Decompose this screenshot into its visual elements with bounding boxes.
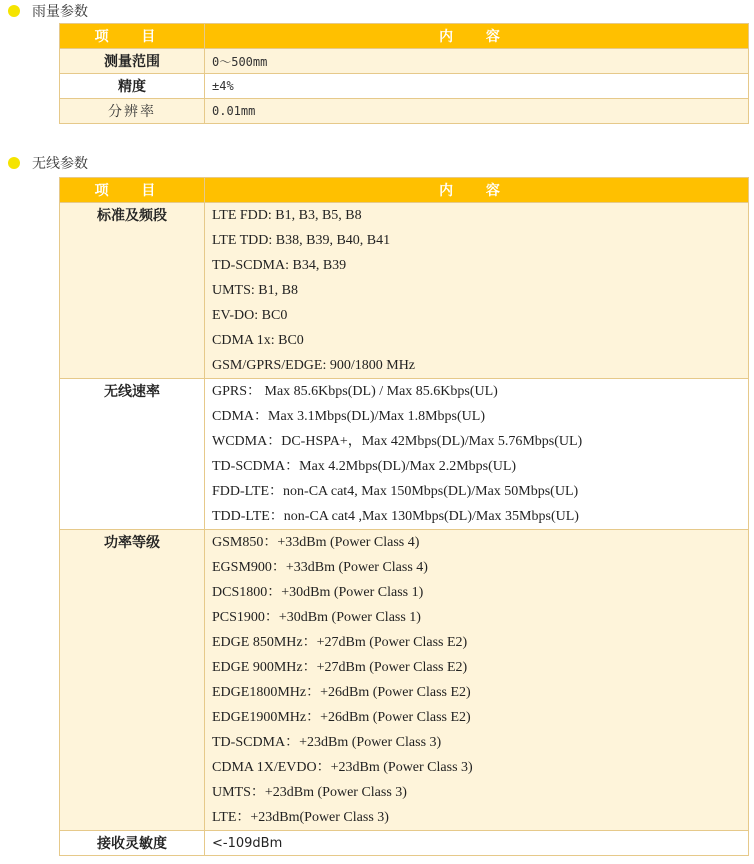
table-header-row [60,178,749,203]
value-line: CDMA 1x: BC0 [212,333,304,348]
row-label: 无线速率 [60,379,205,530]
table-row [60,379,749,530]
value-line: DCS1800：+30dBm (Power Class 1) [212,585,424,600]
table-header-row [60,24,749,49]
value-line: GSM850：+33dBm (Power Class 4) [212,535,420,550]
row-values [205,379,749,530]
row-value: ±4% [205,74,749,99]
header-item: 项 目 [60,24,205,49]
value-line: LTE TDD: B38, B39, B40, B41 [212,233,391,248]
bullet-icon [8,157,20,169]
row-label: 测量范围 [60,49,205,74]
value-line: GPRS： Max 85.6Kbps(DL) / Max 85.6Kbps(UL) [212,384,498,399]
row-label: 分辨率 [60,99,205,124]
value-line: TD-SCDMA：+23dBm (Power Class 3) [212,735,442,750]
value-line: TD-SCDMA: B34, B39 [212,258,347,273]
value-line: CDMA：Max 3.1Mbps(DL)/Max 1.8Mbps(UL) [212,409,485,424]
value-line: PCS1900：+30dBm (Power Class 1) [212,610,421,625]
table-row [60,49,749,74]
bullet-icon [8,5,20,17]
value-line: WCDMA：DC-HSPA+，Max 42Mbps(DL)/Max 5.76Mbps(UL) [212,434,583,449]
value-line: LTE FDD: B1, B3, B5, B8 [212,208,362,223]
table-row [60,74,749,99]
value-line: FDD-LTE：non-CA cat4, Max 150Mbps(DL)/Max 50Mbps(UL) [212,484,579,499]
section-title-text: 雨量参数 [32,4,88,20]
row-values [205,530,749,831]
header-item: 项 目 [60,178,205,203]
row-value: 0.01mm [205,99,749,124]
value-line: LTE：+23dBm(Power Class 3) [212,810,389,825]
row-label: 精度 [60,74,205,99]
row-value: 0～500mm [205,49,749,74]
section-title-text: 无线参数 [32,156,88,172]
value-line: EDGE1900MHz：+26dBm (Power Class E2) [212,710,471,725]
value-line: CDMA 1X/EVDO：+23dBm (Power Class 3) [212,760,473,775]
section-title-wireless [8,153,88,173]
rain-params-table [59,23,749,124]
row-values [205,203,749,379]
row-label: 标准及频段 [60,203,205,379]
value-line: GSM/GPRS/EDGE: 900/1800 MHz [212,358,416,373]
value-line: EDGE1800MHz：+26dBm (Power Class E2) [212,685,471,700]
header-content: 内 容 [205,178,749,203]
section-title-rain [8,1,88,21]
row-label: 功率等级 [60,530,205,831]
value-line: UMTS: B1, B8 [212,283,298,298]
table-row [60,99,749,124]
value-line: TD-SCDMA：Max 4.2Mbps(DL)/Max 2.2Mbps(UL) [212,459,517,474]
row-label: 接收灵敏度 [60,831,205,856]
value-line: UMTS：+23dBm (Power Class 3) [212,785,407,800]
value-line: EGSM900：+33dBm (Power Class 4) [212,560,428,575]
table-row [60,831,749,856]
table-row [60,530,749,831]
value-line: EV-DO: BC0 [212,308,288,323]
row-value: <-109dBm [205,831,749,856]
value-line: EDGE 850MHz：+27dBm (Power Class E2) [212,635,468,650]
wireless-params-table [59,177,749,856]
table-row [60,203,749,379]
header-content: 内 容 [205,24,749,49]
value-line: TDD-LTE：non-CA cat4 ,Max 130Mbps(DL)/Max 35Mbps(UL) [212,509,579,524]
value-line: EDGE 900MHz：+27dBm (Power Class E2) [212,660,468,675]
